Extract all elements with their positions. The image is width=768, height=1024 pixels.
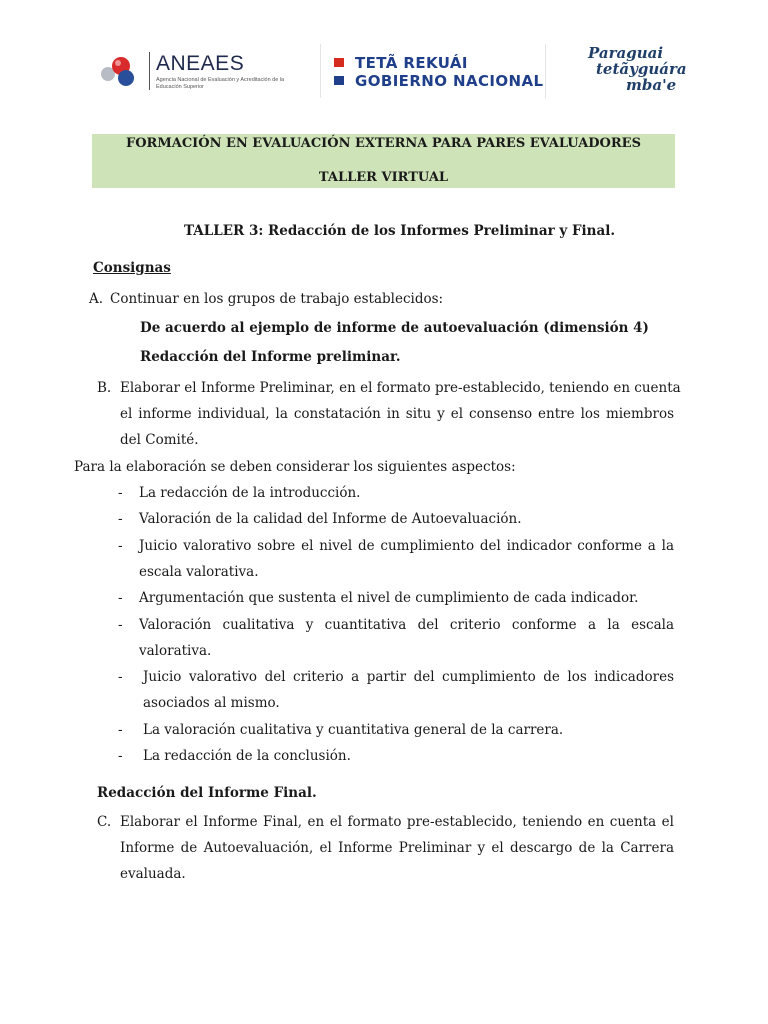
bullet-dash: - — [118, 617, 123, 633]
aspects-intro: Para la elaboración se deben considerar los siguientes aspectos: — [74, 459, 516, 475]
bullet-dash: - — [118, 511, 123, 527]
aspect-item: Valoración cualitativa y cuantitativa del criterio conforme a la escala — [139, 617, 674, 633]
slogan-line2: tetãyguára — [596, 60, 687, 78]
aspect-item: La valoración cualitativa y cuantitativa general de la carrera. — [143, 722, 564, 738]
item-a-text: Continuar en los grupos de trabajo establecidos: — [110, 291, 444, 307]
workshop-title: TALLER 3: Redacción de los Informes Preliminar y Final. — [184, 223, 616, 239]
item-b-line: Elaborar el Informe Preliminar, en el formato pre-establecido, teniendo en cuenta — [120, 380, 681, 396]
aspect-item: La redacción de la conclusión. — [143, 748, 351, 764]
band-subtitle: TALLER VIRTUAL — [318, 170, 449, 185]
item-c-marker: C. — [97, 814, 112, 830]
bullet-dash: - — [118, 538, 123, 554]
bullet-dash: - — [118, 722, 123, 738]
bullet-dash: - — [118, 669, 123, 685]
aspect-item: Valoración de la calidad del Informe de Autoevaluación. — [139, 511, 522, 527]
title-band — [92, 134, 675, 188]
item-c-line: evaluada. — [120, 866, 186, 882]
consignas-heading: Consignas — [93, 260, 171, 276]
slogan-line1: Paraguai — [588, 44, 664, 62]
aspect-item: La redacción de la introducción. — [139, 485, 361, 501]
flag-bars-icon — [334, 58, 350, 88]
aspect-item-cont: escala valorativa. — [139, 564, 259, 580]
aspect-item: Juicio valorativo sobre el nivel de cumplimiento del indicador conforme a la — [139, 538, 674, 554]
aspect-item: Juicio valorativo del criterio a partir del cumplimiento de los indicadores — [143, 669, 674, 685]
aneaes-logo — [96, 46, 296, 96]
final-heading: Redacción del Informe Final. — [97, 785, 317, 801]
slogan-logo — [582, 44, 687, 100]
logo-separator — [149, 52, 150, 90]
gov-line2: GOBIERNO NACIONAL — [355, 72, 544, 90]
item-b-line: del Comité. — [120, 432, 199, 448]
bullet-dash: - — [118, 485, 123, 501]
gobierno-nacional-logo — [320, 44, 546, 98]
item-b-marker: B. — [97, 380, 112, 396]
bullet-dash: - — [118, 590, 123, 606]
item-b-line: el informe individual, la constatación in situ y el consenso entre los miembros — [120, 406, 674, 422]
item-c-line: Informe de Autoevaluación, el Informe Preliminar y el descargo de la Carrera — [120, 840, 674, 856]
gov-line1: TETÃ REKUÁI — [355, 54, 468, 72]
slogan-line3: mba'e — [626, 76, 677, 94]
item-a-bold-2: Redacción del Informe preliminar. — [140, 349, 401, 365]
aspect-item-cont: asociados al mismo. — [143, 695, 280, 711]
aneaes-subtitle: Agencia Nacional de Evaluación y Acreditación de la Educación Superior — [156, 77, 285, 90]
bullet-dash: - — [118, 748, 123, 764]
item-c-line: Elaborar el Informe Final, en el formato pre-establecido, teniendo en cuenta el — [120, 814, 674, 830]
item-a-marker: A. — [89, 291, 104, 307]
aneaes-spheres-icon — [96, 52, 146, 88]
aspect-item: Argumentación que sustenta el nivel de cumplimiento de cada indicador. — [139, 590, 639, 606]
aneaes-name: ANEAES — [156, 52, 245, 75]
band-title: FORMACIÓN EN EVALUACIÓN EXTERNA PARA PARES EVALUADORES — [126, 136, 641, 151]
item-a-bold-1: De acuerdo al ejemplo de informe de autoevaluación (dimensión 4) — [140, 320, 649, 336]
aspect-item-cont: valorativa. — [139, 643, 212, 659]
